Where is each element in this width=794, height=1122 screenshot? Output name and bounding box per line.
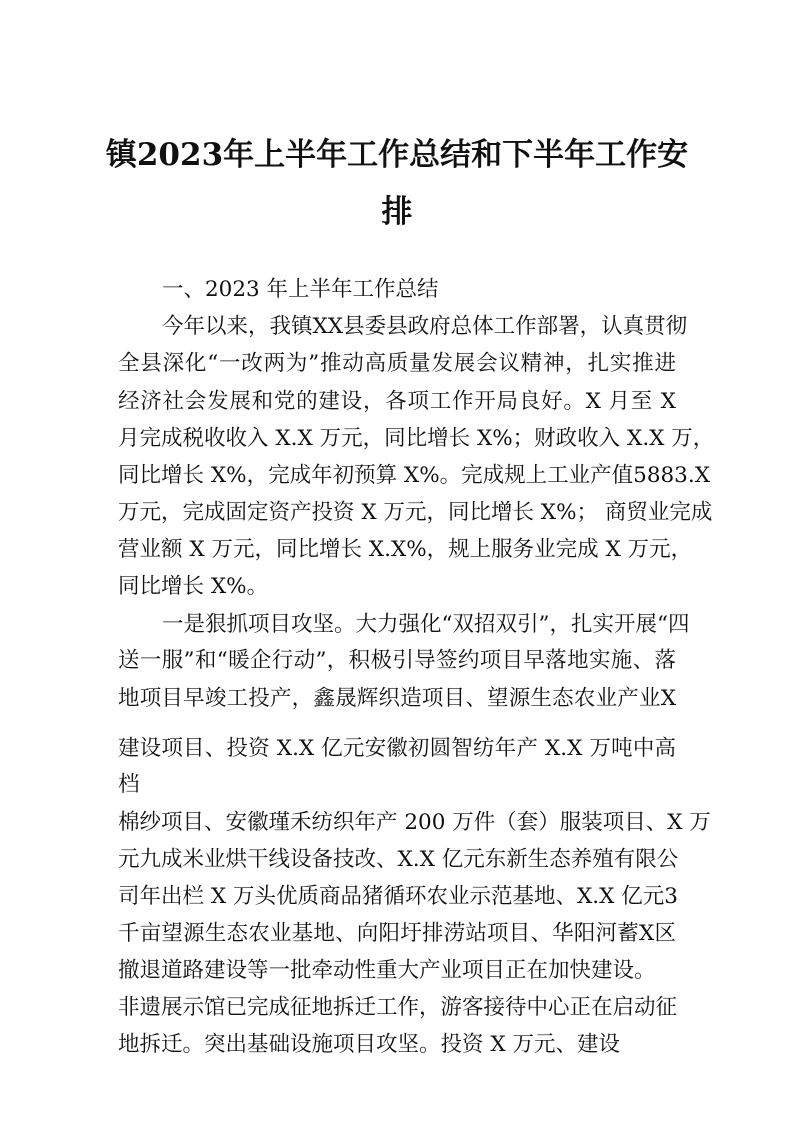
section-heading: 一、2023 年上半年工作总结 [162, 277, 439, 302]
text-line: 地项目早竣工投产，鑫晟辉织造项目、望源生态农业产业X [118, 686, 676, 711]
text-line: 非遗展示馆已完成征地拆迁工作，游客接待中心正在启动征 [118, 995, 678, 1020]
text-line: 档 [118, 772, 140, 797]
document-title-line1: 镇2023年上半年工作总结和下半年工作安 [105, 137, 689, 173]
text-line: 万元，完成固定资产投资 X 万元，同比增长 X%； 商贸业完成 [118, 500, 713, 525]
text-line: 建设项目、投资 X.X 亿元安徽初圆智纺年产 X.X 万吨中高 [118, 736, 676, 761]
text-line: 撤退道路建设等一批牵动性重大产业项目正在加快建设。 [118, 958, 656, 983]
text-line: 同比增长 X%，完成年初预算 X%。完成规上工业产值5883.X [118, 463, 710, 488]
text-line: 司年出栏 X 万头优质商品猪循环农业示范基地、X.X 亿元3 [118, 884, 678, 909]
text-line: 全县深化“一改两为”推动高质量发展会议精神，扎实推进 [118, 351, 676, 376]
text-line: 同比增长 X%。 [118, 574, 269, 599]
text-line: 千亩望源生态农业基地、向阳圩排涝站项目、华阳河蓄X区 [118, 921, 676, 946]
text-line: 送一服”和“暖企行动”，积极引导签约项目早落地实施、落 [118, 648, 676, 673]
text-line: 地拆迁。突出基础设施项目攻坚。投资 X 万元、建设 [118, 1032, 620, 1057]
text-line: 今年以来，我镇XX县委县政府总体工作部署，认真贯彻 [162, 314, 688, 339]
text-line: 经济社会发展和党的建设，各项工作开局良好。X 月至 X [118, 389, 676, 414]
document-title-line2: 排 [381, 194, 413, 230]
text-line: 营业额 X 万元，同比增长 X.X%，规上服务业完成 X 万元， [118, 537, 693, 562]
text-line: 一是狠抓项目攻坚。大力强化“双招双引”，扎实开展“四 [162, 612, 690, 637]
text-line: 元九成米业烘干线设备技改、X.X 亿元东新生态养殖有限公 [118, 847, 679, 872]
text-line: 月完成税收收入 X.X 万元，同比增长 X%；财政收入 X.X 万， [118, 426, 715, 451]
text-line: 棉纱项目、安徽瑾禾纺织年产 200 万件（套）服装项目、X 万 [118, 810, 711, 835]
